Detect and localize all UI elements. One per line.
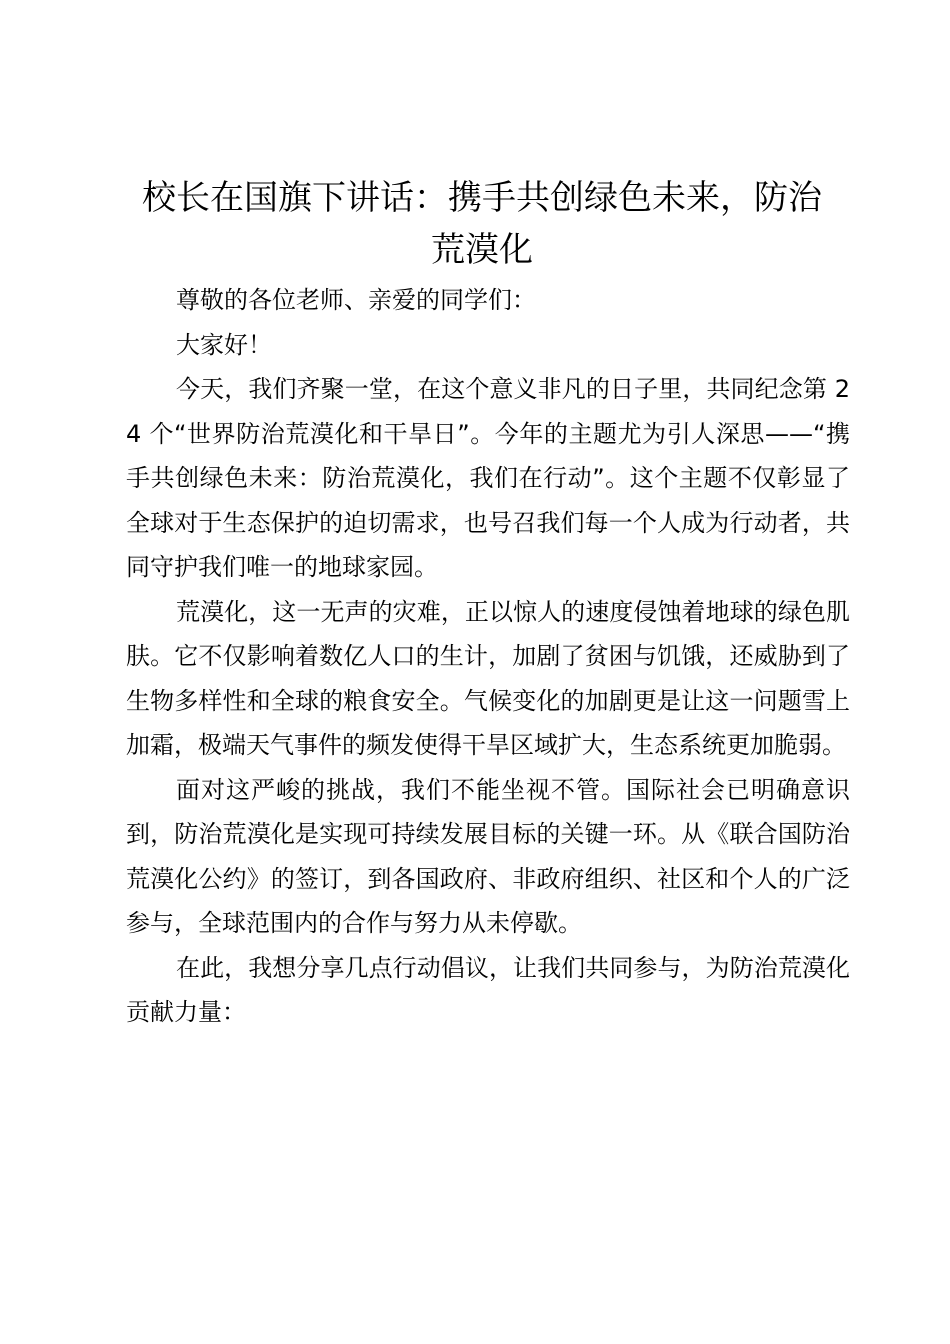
paragraph-desertification: 荒漠化，这一无声的灾难，正以惊人的速度侵蚀着地球的绿色肌肤。它不仅影响着数亿人口的生计，加剧了贫困与饥饿，还威胁到了生物多样性和全球的粮食安全。气候变化的加剧更是让这一问题雪上加霜，极端天气事件的频发使得干旱区域扩大，生态系统更加脆弱。 [126, 597, 850, 759]
document-title: 校长在国旗下讲话：携手共创绿色未来，防治荒漠化 [142, 178, 822, 270]
paragraph-theme: 今天，我们齐聚一堂，在这个意义非凡的日子里，共同纪念第 24 个“世界防治荒漠化和干旱日”。今年的主题尤为引人深思——“携手共创绿色未来：防治荒漠化，我们在行动”。这个主题不仅彰显了全球对于生态保护的迫切需求，也号召我们每一个人成为行动者，共同守护我们唯一的地球家园。 [126, 375, 850, 581]
paragraph-challenge: 面对这严峻的挑战，我们不能坐视不管。国际社会已明确意识到，防治荒漠化是实现可持续发展目标的关键一环。从《联合国防治荒漠化公约》的签订，到各国政府、非政府组织、社区和个人的广泛参与，全球范围内的合作与努力从未停歇。 [126, 775, 850, 937]
salutation: 尊敬的各位老师、亲爱的同学们： [176, 286, 536, 314]
document-body [126, 278, 850, 1035]
greeting: 大家好！ [176, 330, 272, 359]
paragraph-initiatives: 在此，我想分享几点行动倡议，让我们共同参与，为防治荒漠化贡献力量： [126, 953, 850, 1026]
